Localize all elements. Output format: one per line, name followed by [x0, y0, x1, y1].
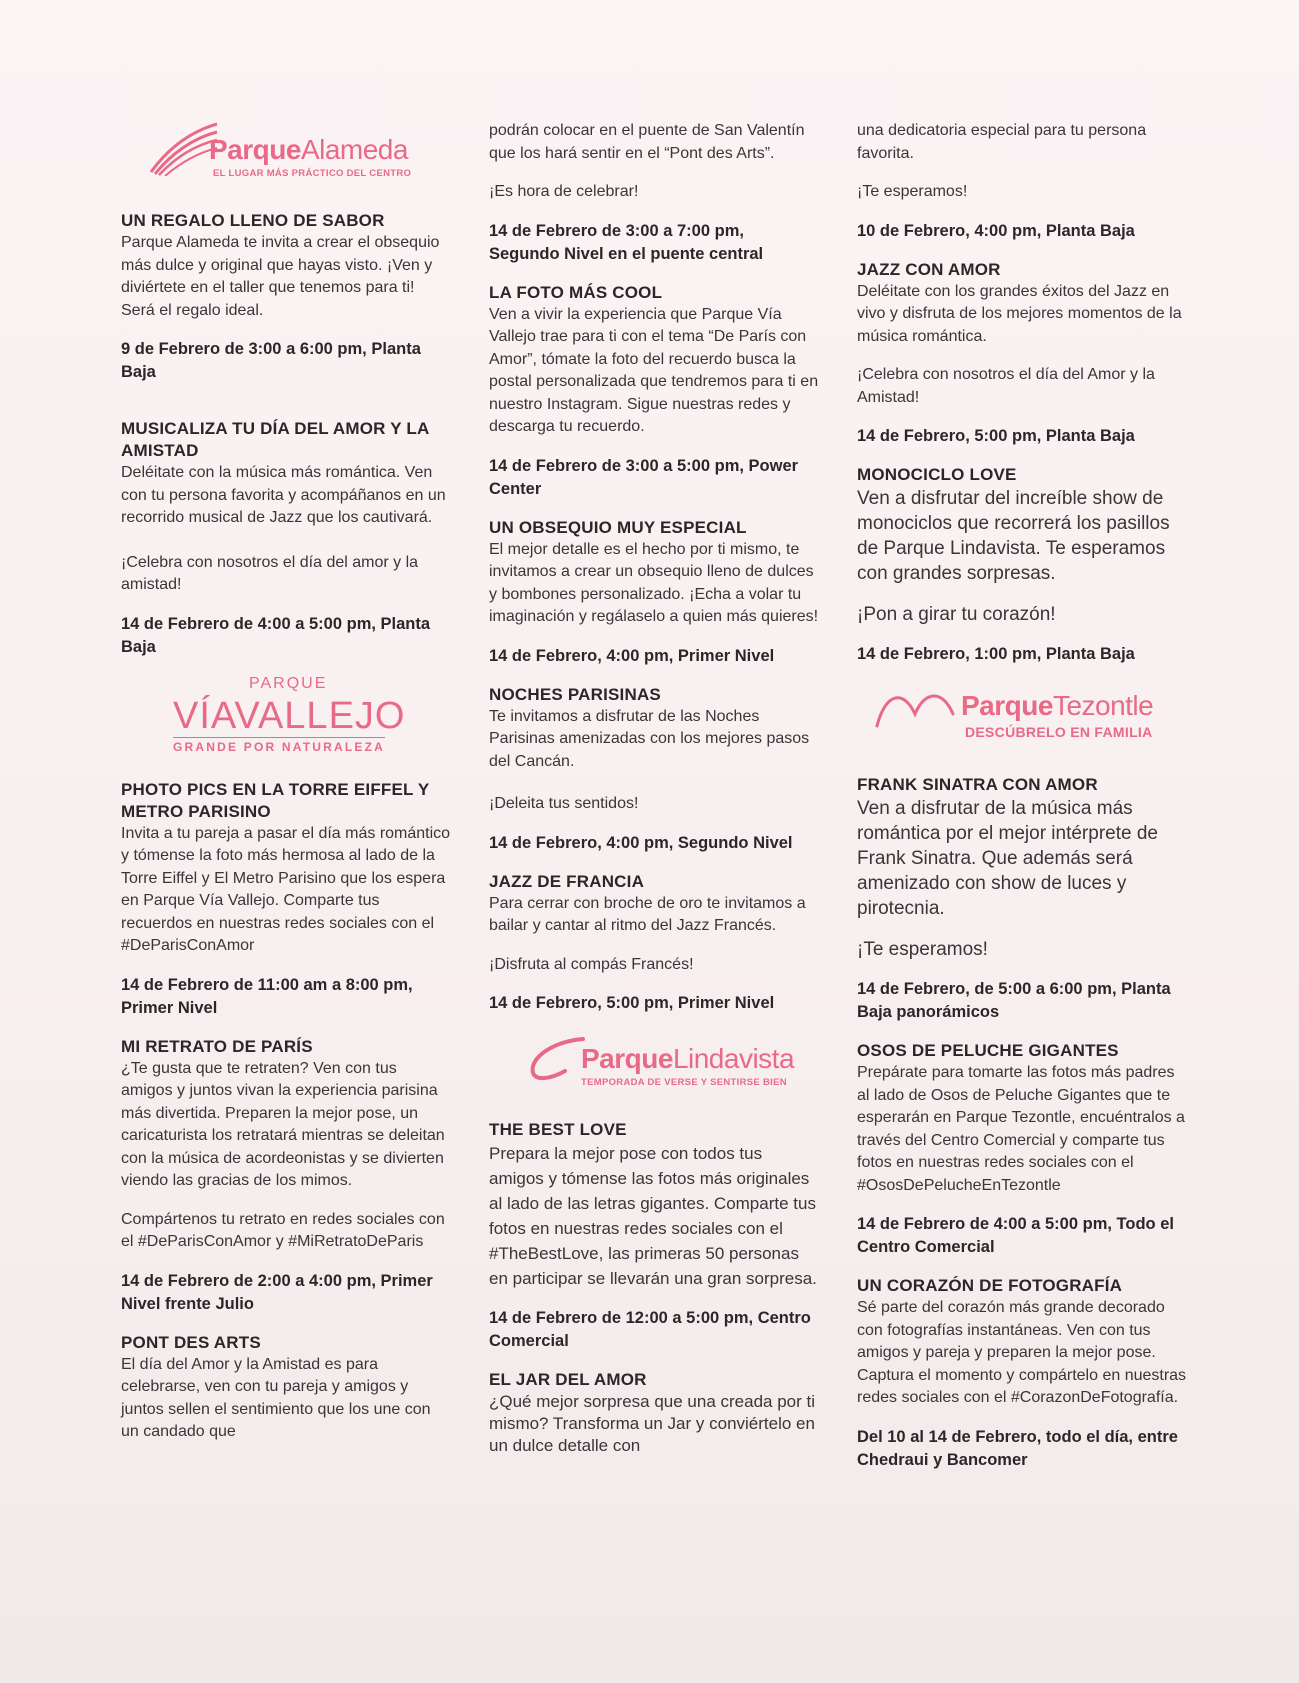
event-note: ¡Celebra con nosotros el día del amor y la amistad!: [121, 553, 419, 593]
event-description: ¿Te gusta que te retraten? Ven con tus amigos y juntos vivan la experiencia parisina más divertida. Preparen la mejor pose, un caricaturista los retratará mientras se deleitan con la música de acordeonistas y se divierten viendo las gracias de los mimos.: [121, 1059, 445, 1189]
event-description: Te invitamos a disfrutar de las Noches Parisinas amenizadas con los mejores pasos del Cancán.: [489, 707, 810, 770]
event-title: MONOCICLO LOVE: [857, 465, 1017, 484]
event-title: THE BEST LOVE: [489, 1120, 627, 1139]
event-date: 14 de Febrero, 5:00 pm, Planta Baja: [857, 427, 1135, 445]
alameda-logo-name: ParqueAlameda: [209, 134, 408, 165]
event-osos-de-peluche: [857, 1040, 1187, 1197]
parque-lindavista-logo: [489, 1031, 819, 1107]
event-noches-parisinas: [489, 684, 819, 774]
event-jar-del-amor: [489, 1369, 819, 1457]
event-date: Del 10 al 14 de Febrero, todo el día, entre Chedraui y Bancomer: [857, 1427, 1178, 1469]
event-title: JAZZ CON AMOR: [857, 259, 1001, 279]
event-title: LA FOTO MÁS COOL: [489, 282, 663, 302]
event-description: El mejor detalle es el hecho por ti mismo, te invitamos a crear un obsequio lleno de dulces y bombones personalizado. ¡Echa a volar tu imaginación y regálaselo a quien más quieres!: [489, 540, 819, 625]
event-regalo-lleno-de-sabor: [121, 210, 451, 322]
event-description: Ven a disfrutar de la música más romántica por el mejor intérprete de Frank Sinatra. Que además será amenizado con show de luces y pirotecnia.: [857, 798, 1158, 919]
parque-tezontle-logo: [857, 682, 1187, 762]
column-3: [857, 120, 1187, 1488]
tezontle-arches-icon: [875, 684, 955, 728]
event-jazz-de-francia: [489, 871, 819, 938]
event-foto-mas-cool: [489, 282, 819, 439]
event-note: ¡Te esperamos!: [857, 183, 968, 200]
continued-text: podrán colocar en el puente de San Valentín que los hará sentir en el “Pont des Arts”.: [489, 122, 805, 162]
event-description: Deléitate con los grandes éxitos del Jazz en vivo y disfruta de los mejores momentos de la música romántica.: [857, 282, 1182, 345]
event-title: PHOTO PICS EN LA TORRE EIFFEL Y METRO PARISINO: [121, 779, 430, 821]
event-musicaliza: [121, 418, 451, 530]
event-pont-des-arts: [121, 1332, 451, 1444]
event-monociclo-love: [857, 464, 1187, 586]
continued-text: una dedicatoria especial para tu persona favorita.: [857, 122, 1147, 162]
event-mi-retrato: [121, 1036, 451, 1193]
event-title: UN OBSEQUIO MUY ESPECIAL: [489, 517, 747, 537]
event-note: ¡Celebra con nosotros el día del Amor y la Amistad!: [857, 366, 1155, 406]
event-description: ¿Qué mejor sorpresa que una creada por ti mismo? Transforma un Jar y conviértelo en un dulce detalle con: [489, 1392, 816, 1455]
lindavista-swoosh-icon: [525, 1035, 585, 1083]
event-description: Ven a vivir la experiencia que Parque Vía Vallejo trae para ti con el tema “De París con Amor”, tómate la foto del recuerdo busca la postal personalizada que tendremos para ti en nuestro Instagram. Sigue nuestras redes y descarga tu recuerdo.: [489, 305, 819, 435]
event-title: MI RETRATO DE PARÍS: [121, 1036, 313, 1056]
event-date: 14 de Febrero, 5:00 pm, Primer Nivel: [489, 994, 775, 1012]
alameda-logo-tagline: EL LUGAR MÁS PRÁCTICO DEL CENTRO: [213, 168, 412, 179]
event-description: Invita a tu pareja a pasar el día más romántico y tómense la foto más hermosa al lado de la Torre Eiffel y El Metro Parisino que los espera en Parque Vía Vallejo. Comparte tus recuerdos en nuestras redes sociales con el #DeParisConAmor: [121, 824, 451, 954]
event-date: 14 de Febrero de 11:00 am a 8:00 pm, Primer Nivel: [121, 975, 413, 1017]
event-description: Parque Alameda te invita a crear el obsequio más dulce y original que hayas visto. ¡Ven y diviértete en el taller que tenemos para ti! Será el regalo ideal.: [121, 234, 440, 319]
parque-via-vallejo-logo: [121, 675, 451, 767]
event-note: ¡Te esperamos!: [857, 939, 988, 960]
event-title: EL JAR DEL AMOR: [489, 1370, 647, 1389]
event-note: ¡Es hora de celebrar!: [489, 183, 639, 200]
event-description: Deléitate con la música más romántica. Ven con tu persona favorita y acompáñanos en un recorrido musical de Jazz que los cautivará.: [121, 464, 446, 526]
event-date: 14 de Febrero, 4:00 pm, Segundo Nivel: [489, 833, 793, 852]
event-date: 14 de Febrero, 4:00 pm, Primer Nivel: [489, 646, 775, 665]
event-description: Prepárate para tomarte las fotos más padres al lado de Osos de Peluche Gigantes que te esperarán en Parque Tezontle, encuéntralos a través del Centro Comercial y comparte tus fotos en nuestras redes sociales con el #OsosDePelucheEnTezontle: [857, 1064, 1185, 1194]
tezontle-logo-name: ParqueTezontle: [961, 690, 1154, 721]
lindavista-logo-tagline: TEMPORADA DE VERSE Y SENTIRSE BIEN: [581, 1077, 787, 1088]
event-date: 14 de Febrero, 1:00 pm, Planta Baja: [857, 645, 1135, 663]
event-title: MUSICALIZA TU DÍA DEL AMOR Y LA AMISTAD: [121, 419, 429, 460]
event-date: 14 de Febrero de 3:00 a 7:00 pm, Segundo Nivel en el puente central: [489, 221, 764, 263]
event-obsequio-especial: [489, 517, 819, 629]
vallejo-logo-name: VÍAVALLEJO: [173, 694, 406, 737]
event-date: 10 de Febrero, 4:00 pm, Planta Baja: [857, 221, 1135, 240]
event-date: 14 de Febrero de 3:00 a 5:00 pm, Power Center: [489, 456, 799, 498]
event-description: Sé parte del corazón más grande decorado con fotografías instantáneas. Ven con tus amigos y pareja y preparen la mejor pose. Captura el momento y compártelo en nuestras redes sociales con el #CorazonDeFotografía.: [857, 1299, 1187, 1406]
event-photo-pics: [121, 779, 451, 958]
event-frank-sinatra: [857, 774, 1187, 921]
event-note: Compártenos tu retrato en redes sociales con el #DeParisConAmor y #MiRetratoDeParis: [121, 1210, 445, 1250]
event-date: 14 de Febrero, de 5:00 a 6:00 pm, Planta Baja panorámicos: [857, 980, 1171, 1021]
event-title: FRANK SINATRA CON AMOR: [857, 775, 1098, 794]
event-date: 9 de Febrero de 3:00 a 6:00 pm, Planta Baja: [121, 340, 421, 381]
tezontle-logo-tagline: DESCÚBRELO EN FAMILIA: [965, 724, 1153, 740]
event-note: ¡Disfruta al compás Francés!: [489, 955, 694, 973]
event-date: 14 de Febrero de 4:00 a 5:00 pm, Planta Baja: [121, 614, 431, 656]
event-title: UN REGALO LLENO DE SABOR: [121, 211, 385, 230]
event-description: El día del Amor y la Amistad es para celebrarse, ven con tu pareja y amigos y juntos sellen el sentimiento que los une con un candado que: [121, 1355, 431, 1440]
event-date: 14 de Febrero de 4:00 a 5:00 pm, Todo el Centro Comercial: [857, 1215, 1174, 1256]
event-title: UN CORAZÓN DE FOTOGRAFÍA: [857, 1276, 1123, 1295]
event-date: 14 de Febrero de 2:00 a 4:00 pm, Primer Nivel frente Julio: [121, 1271, 433, 1313]
lindavista-logo-name: ParqueLindavista: [581, 1043, 795, 1074]
event-note: ¡Deleita tus sentidos!: [489, 795, 639, 812]
event-note: ¡Pon a girar tu corazón!: [857, 604, 1056, 625]
event-the-best-love: [489, 1119, 819, 1291]
event-date: 14 de Febrero de 12:00 a 5:00 pm, Centro Comercial: [489, 1309, 811, 1350]
column-2: [489, 120, 819, 1473]
column-1: [121, 120, 451, 1460]
event-title: OSOS DE PELUCHE GIGANTES: [857, 1041, 1119, 1060]
parque-alameda-logo: [121, 120, 451, 198]
event-corazon-de-fotografia: [857, 1275, 1187, 1410]
vallejo-logo-tagline: GRANDE POR NATURALEZA: [173, 737, 385, 754]
event-description: Ven a disfrutar del increíble show de monociclos que recorrerá los pasillos de Parque Lindavista. Te esperamos con grandes sorpresas.: [857, 488, 1170, 584]
event-description: Para cerrar con broche de oro te invitamos a bailar y cantar al ritmo del Jazz Francés.: [489, 894, 806, 934]
vallejo-logo-top: PARQUE: [249, 674, 328, 692]
event-jazz-con-amor: [857, 259, 1187, 349]
event-description: Prepara la mejor pose con todos tus amigos y tómense las fotos más originales al lado de las letras gigantes. Comparte tus fotos en nuestras redes sociales con el #TheBestLove, las primeras 50 personas en participar se llevarán una gran sorpresa.: [489, 1144, 817, 1288]
event-title: JAZZ DE FRANCIA: [489, 871, 645, 891]
event-title: PONT DES ARTS: [121, 1332, 261, 1352]
event-title: NOCHES PARISINAS: [489, 684, 661, 704]
